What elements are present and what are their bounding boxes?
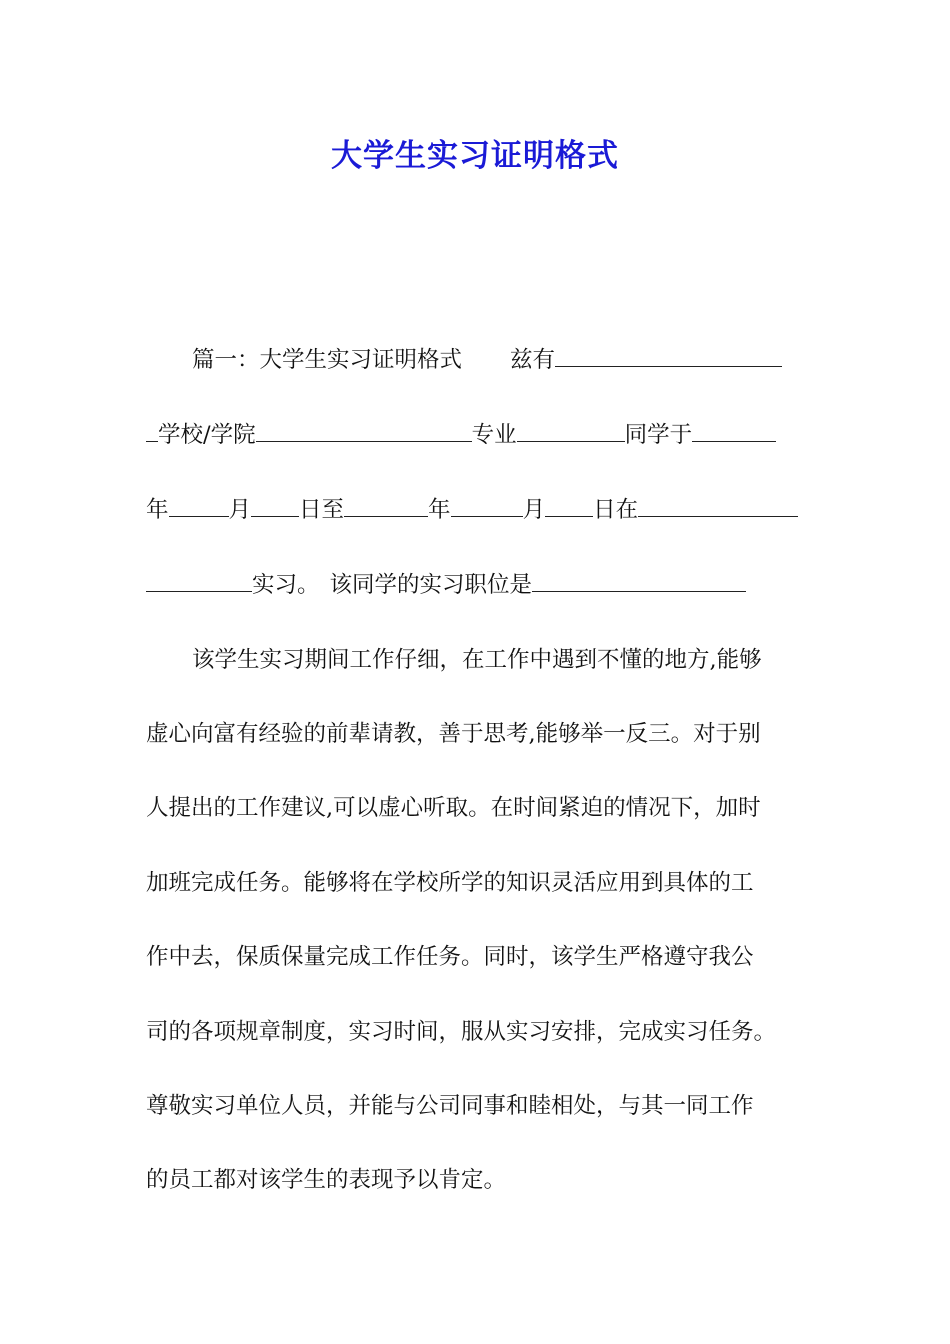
internship-label: 实习。 (252, 572, 320, 598)
body-line: 人提出的工作建议,可以虚心听取。在时间紧迫的情况下，加时 (146, 795, 761, 821)
month-label: 月 (228, 497, 252, 523)
school-prefix-blank (146, 419, 158, 442)
day-at-label: 日在 (593, 497, 639, 523)
student-on-label: 同学于 (624, 422, 693, 448)
body-line: 虚心向富有经验的前辈请教，善于思考,能够举一反三。对于别 (146, 721, 761, 747)
section-heading: 篇一：大学生实习证明格式 (192, 347, 463, 373)
start-year-blank (692, 419, 776, 442)
end-year-blank (344, 494, 428, 517)
end-month-label: 月 (522, 497, 546, 523)
year-label: 年 (146, 497, 169, 523)
day-to-label: 日至 (299, 497, 345, 523)
body-line: 的员工都对该学生的表现予以肯定。 (146, 1167, 507, 1193)
body-line: 该学生实习期间工作仔细，在工作中遇到不懂的地方,能够 (192, 647, 762, 673)
start-day-blank (251, 494, 299, 517)
name-blank (555, 344, 782, 367)
form-line-1 (192, 344, 812, 374)
form-line-3 (146, 494, 811, 524)
major-label: 专业 (471, 422, 517, 448)
position-label: 该同学的实习职位是 (329, 572, 533, 598)
start-month-blank (169, 494, 229, 517)
end-month-blank (451, 494, 523, 517)
document-title: 大学生实习证明格式 (331, 138, 619, 174)
body-line: 尊敬实习单位人员，并能与公司同事和睦相处，与其一同工作 (146, 1093, 754, 1119)
major-blank (517, 419, 625, 442)
company-blank (638, 494, 798, 517)
end-year-label: 年 (428, 497, 451, 523)
body-line: 加班完成任务。能够将在学校所学的知识灵活应用到具体的工 (146, 870, 754, 896)
form-line-4 (146, 569, 811, 599)
school-label: 学校/学院 (158, 422, 256, 448)
school-blank (256, 419, 472, 442)
body-line: 作中去，保质保量完成工作任务。同时，该学生严格遵守我公 (146, 944, 754, 970)
end-day-blank (545, 494, 593, 517)
company-blank-cont (146, 569, 252, 592)
body-line: 司的各项规章制度，实习时间，服从实习安排，完成实习任务。 (146, 1019, 777, 1045)
form-line-2 (146, 419, 811, 449)
zi-you-label: 兹有 (510, 347, 556, 373)
position-blank (532, 569, 746, 592)
